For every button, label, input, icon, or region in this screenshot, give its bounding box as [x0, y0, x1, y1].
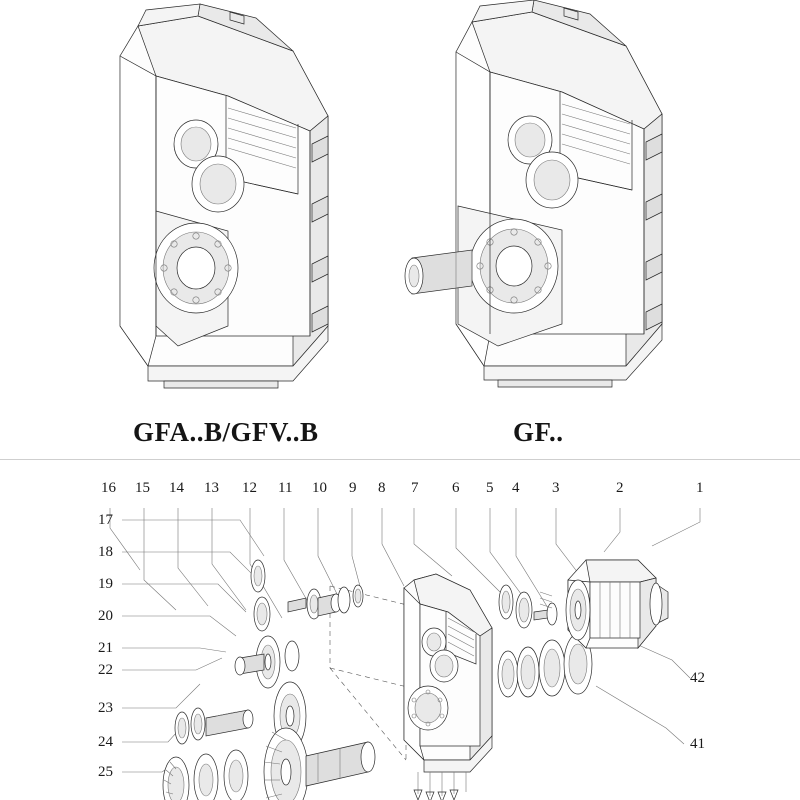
- part-label-8: 8: [378, 480, 386, 496]
- part-label-24: 24: [98, 734, 113, 750]
- part-label-25: 25: [98, 764, 113, 780]
- part-label-1: 1: [696, 480, 704, 496]
- exploded-parts-graphic: [0, 460, 800, 800]
- part-label-23: 23: [98, 700, 113, 716]
- part-label-21: 21: [98, 640, 113, 656]
- part-label-9: 9: [349, 480, 357, 496]
- part-label-7: 7: [411, 480, 419, 496]
- part-label-5: 5: [486, 480, 494, 496]
- part-label-3: 3: [552, 480, 560, 496]
- part-label-18: 18: [98, 544, 113, 560]
- part-label-15: 15: [135, 480, 150, 496]
- part-label-13: 13: [204, 480, 219, 496]
- part-label-20: 20: [98, 608, 113, 624]
- part-label-17: 17: [98, 512, 113, 528]
- gear-unit-drawing-left: [78, 0, 368, 396]
- part-label-14: 14: [169, 480, 184, 496]
- part-label-2: 2: [616, 480, 624, 496]
- caption-left-unit: GFA..B/GFV..B: [133, 417, 319, 447]
- part-label-42: 42: [690, 670, 705, 686]
- caption-right-unit: GF..: [513, 417, 564, 447]
- part-label-22: 22: [98, 662, 113, 678]
- part-label-19: 19: [98, 576, 113, 592]
- gear-unit-drawing-right: [398, 0, 698, 394]
- part-label-6: 6: [452, 480, 460, 496]
- part-label-16: 16: [101, 480, 116, 496]
- part-label-12: 12: [242, 480, 257, 496]
- exploded-parts-view: [0, 460, 800, 800]
- part-label-11: 11: [278, 480, 293, 496]
- part-label-10: 10: [312, 480, 327, 496]
- part-label-41: 41: [690, 736, 705, 752]
- part-label-4: 4: [512, 480, 520, 496]
